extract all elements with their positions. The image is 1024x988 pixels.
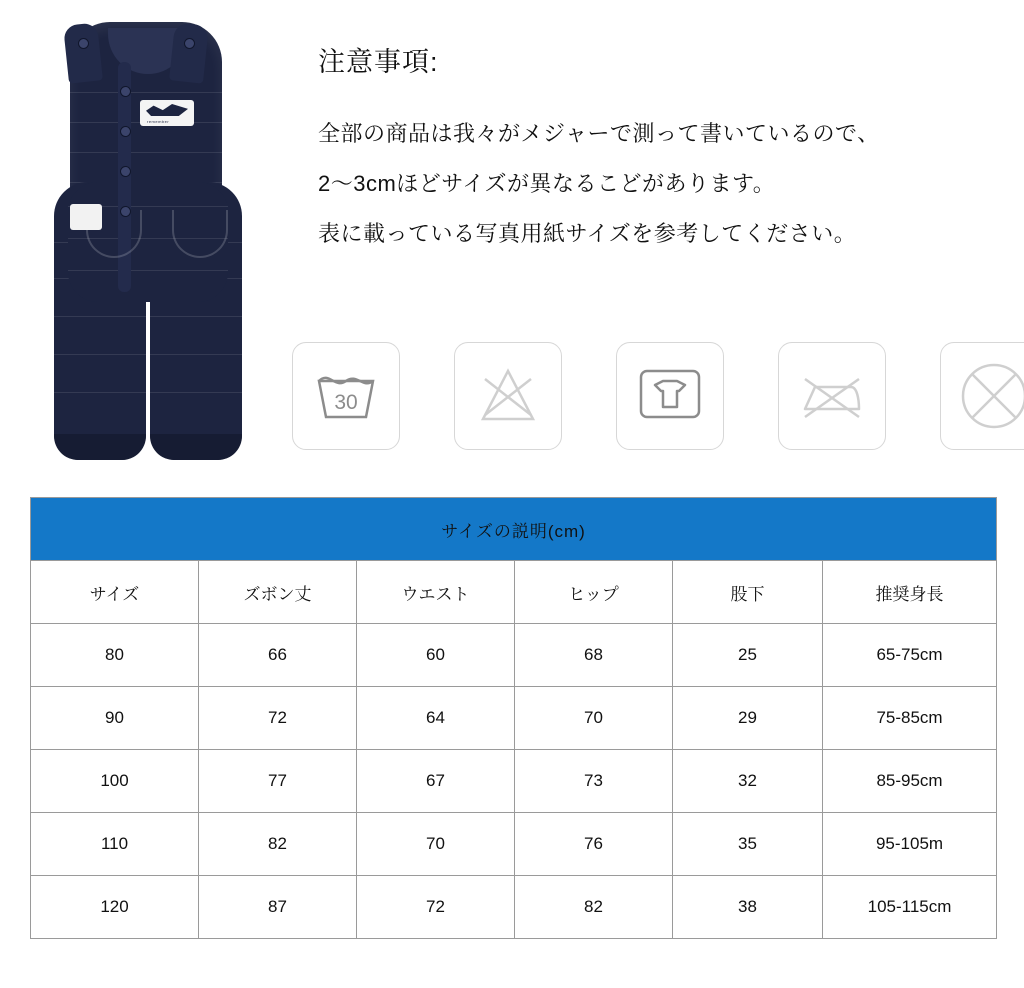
cell-pants-length: 66: [199, 624, 357, 687]
column-header-waist: ウエスト: [357, 561, 515, 624]
column-header-hip: ヒップ: [515, 561, 673, 624]
cell-hip: 70: [515, 687, 673, 750]
cell-size: 120: [31, 876, 199, 939]
cell-height: 105-115cm: [823, 876, 997, 939]
notice-title: 注意事項:: [318, 47, 439, 77]
cell-hip: 73: [515, 750, 673, 813]
column-header-size: サイズ: [31, 561, 199, 624]
care-symbols-row: [292, 342, 1024, 450]
garment-strap-left: [63, 22, 103, 83]
column-header-pants-length: ズボン丈: [199, 561, 357, 624]
table-row: [31, 687, 997, 750]
size-table: [30, 497, 997, 939]
notice-block: [318, 40, 998, 259]
table-header-row: [31, 561, 997, 624]
column-header-height: 推奨身長: [823, 561, 997, 624]
table-row: [31, 876, 997, 939]
notice-line-2: 2～3cmほどサイズが異なるこどがあります。: [318, 171, 776, 196]
top-section: [0, 0, 1024, 470]
column-header-inseam: 股下: [673, 561, 823, 624]
placket-snap-3: [120, 166, 131, 177]
garment-cuff-left: [54, 434, 146, 460]
cell-waist: 70: [357, 813, 515, 876]
cell-waist: 67: [357, 750, 515, 813]
table-title: サイズの説明(cm): [31, 498, 997, 561]
wash-30-icon: [292, 342, 400, 450]
cell-pants-length: 82: [199, 813, 357, 876]
cell-inseam: 25: [673, 624, 823, 687]
notice-line-1: 全部の商品は我々がメジャーで測って書いているので、: [318, 121, 880, 146]
wash-temp-label: 30: [334, 391, 358, 414]
garment-strap-right: [169, 22, 209, 83]
cell-pants-length: 72: [199, 687, 357, 750]
garment-side-tag: [70, 204, 102, 230]
cell-hip: 68: [515, 624, 673, 687]
cell-pants-length: 87: [199, 876, 357, 939]
brand-logo-text: remember: [147, 119, 170, 124]
cell-height: 75-85cm: [823, 687, 997, 750]
cell-hip: 82: [515, 876, 673, 939]
cell-waist: 64: [357, 687, 515, 750]
no-dry-clean-icon: [940, 342, 1024, 450]
garment-illustration: [48, 22, 248, 460]
product-photo: [18, 8, 288, 470]
cell-inseam: 38: [673, 876, 823, 939]
placket-snap-1: [120, 86, 131, 97]
strap-snap-left: [78, 38, 89, 49]
table-row: [31, 813, 997, 876]
cell-waist: 72: [357, 876, 515, 939]
brand-logo-patch: [140, 100, 194, 126]
no-bleach-icon: [454, 342, 562, 450]
strap-snap-right: [184, 38, 195, 49]
no-iron-icon: [778, 342, 886, 450]
cell-size: 90: [31, 687, 199, 750]
cell-inseam: 35: [673, 813, 823, 876]
notice-line-3: 表に載っている写真用紙サイズを参考してください。: [318, 221, 857, 246]
tumble-dry-flat-icon: [616, 342, 724, 450]
cell-pants-length: 77: [199, 750, 357, 813]
cell-height: 95-105m: [823, 813, 997, 876]
cell-height: 85-95cm: [823, 750, 997, 813]
cell-height: 65-75cm: [823, 624, 997, 687]
cell-waist: 60: [357, 624, 515, 687]
cell-size: 100: [31, 750, 199, 813]
garment-cuff-right: [150, 434, 242, 460]
placket-snap-2: [120, 126, 131, 137]
cell-hip: 76: [515, 813, 673, 876]
cell-size: 80: [31, 624, 199, 687]
brand-logo-icon: [146, 103, 188, 116]
cell-inseam: 32: [673, 750, 823, 813]
table-title-row: [31, 498, 997, 561]
cell-inseam: 29: [673, 687, 823, 750]
table-row: [31, 624, 997, 687]
cell-size: 110: [31, 813, 199, 876]
table-row: [31, 750, 997, 813]
